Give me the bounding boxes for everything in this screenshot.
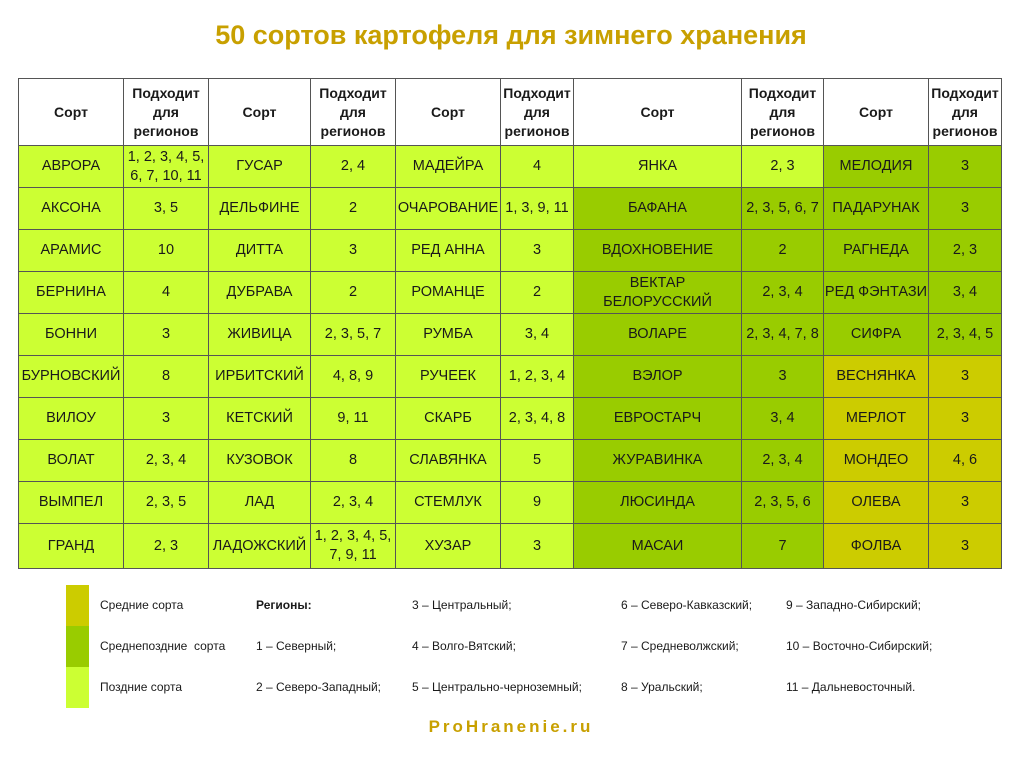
regions-cell: 3 [501, 524, 574, 569]
regions-cell: 1, 2, 3, 4, 5, 7, 9, 11 [311, 524, 396, 569]
regions-cell: 8 [311, 440, 396, 482]
regions-cell: 2 [311, 272, 396, 314]
table-header-row [19, 79, 1002, 146]
variety-name-cell: РОМАНЦЕ [396, 272, 501, 314]
header-variety: Сорт [396, 79, 501, 146]
regions-cell: 3 [124, 314, 209, 356]
variety-name-cell: СКАРБ [396, 398, 501, 440]
regions-cell: 10 [124, 230, 209, 272]
table-row [19, 146, 1002, 188]
region-item: 3 – Центральный; [412, 598, 512, 612]
regions-cell: 4 [501, 146, 574, 188]
regions-cell: 2, 3, 4, 5 [929, 314, 1002, 356]
regions-cell: 5 [501, 440, 574, 482]
variety-name-cell: ДЕЛЬФИНЕ [209, 188, 311, 230]
variety-name-cell: ЛАД [209, 482, 311, 524]
variety-name-cell: СТЕМЛУК [396, 482, 501, 524]
region-item: 4 – Волго-Вятский; [412, 639, 516, 653]
variety-name-cell: ЛАДОЖСКИЙ [209, 524, 311, 569]
regions-cell: 2, 4 [311, 146, 396, 188]
table-row [19, 188, 1002, 230]
regions-cell: 3 [311, 230, 396, 272]
regions-cell: 3 [124, 398, 209, 440]
regions-cell: 2, 3, 4, 7, 8 [742, 314, 824, 356]
variety-name-cell: ВДОХНОВЕНИЕ [574, 230, 742, 272]
region-item: 10 – Восточно-Сибирский; [786, 639, 933, 653]
table-row [19, 272, 1002, 314]
varieties-table [18, 78, 1002, 569]
variety-name-cell: СИФРА [824, 314, 929, 356]
regions-cell: 3, 4 [742, 398, 824, 440]
header-regions: Подходит для регионов [124, 79, 209, 146]
region-item: 7 – Средневолжский; [621, 639, 739, 653]
table-row [19, 440, 1002, 482]
regions-cell: 4, 6 [929, 440, 1002, 482]
regions-cell: 3 [929, 524, 1002, 569]
variety-name-cell: РУМБА [396, 314, 501, 356]
regions-cell: 3 [929, 398, 1002, 440]
table-row [19, 398, 1002, 440]
regions-cell: 3 [929, 146, 1002, 188]
regions-cell: 2, 3, 4 [742, 440, 824, 482]
variety-name-cell: ВОЛАРЕ [574, 314, 742, 356]
header-regions: Подходит для регионов [311, 79, 396, 146]
regions-cell: 3 [742, 356, 824, 398]
region-item: 5 – Центрально-черноземный; [412, 680, 582, 694]
regions-cell: 9 [501, 482, 574, 524]
variety-name-cell: БАФАНА [574, 188, 742, 230]
variety-name-cell: БОННИ [19, 314, 124, 356]
regions-cell: 2, 3 [742, 146, 824, 188]
regions-cell: 2, 3, 5, 6, 7 [742, 188, 824, 230]
legend-swatch-mid [66, 585, 89, 626]
regions-cell: 2 [311, 188, 396, 230]
variety-name-cell: МАСАИ [574, 524, 742, 569]
variety-name-cell: РАГНЕДА [824, 230, 929, 272]
regions-cell: 2, 3, 4, 8 [501, 398, 574, 440]
regions-cell: 2, 3 [929, 230, 1002, 272]
header-regions: Подходит для регионов [742, 79, 824, 146]
variety-name-cell: ЯНКА [574, 146, 742, 188]
regions-cell: 1, 2, 3, 4 [501, 356, 574, 398]
variety-name-cell: ВЕКТАР БЕЛОРУССКИЙ [574, 272, 742, 314]
variety-name-cell: ОЧАРОВАНИЕ [396, 188, 501, 230]
regions-cell: 3, 5 [124, 188, 209, 230]
variety-name-cell: ВЕСНЯНКА [824, 356, 929, 398]
variety-name-cell: ХУЗАР [396, 524, 501, 569]
regions-cell: 4 [124, 272, 209, 314]
variety-name-cell: МОНДЕО [824, 440, 929, 482]
table-row [19, 314, 1002, 356]
table-row [19, 230, 1002, 272]
variety-name-cell: ФОЛВА [824, 524, 929, 569]
header-variety: Сорт [19, 79, 124, 146]
variety-name-cell: АРАМИС [19, 230, 124, 272]
header-variety: Сорт [574, 79, 742, 146]
variety-name-cell: ДИТТА [209, 230, 311, 272]
region-item: 11 – Дальневосточный. [786, 680, 916, 694]
variety-name-cell: ДУБРАВА [209, 272, 311, 314]
variety-name-cell: МАДЕЙРА [396, 146, 501, 188]
region-item: 2 – Северо-Западный; [256, 680, 381, 694]
regions-cell: 3 [929, 482, 1002, 524]
regions-cell: 2, 3, 4 [311, 482, 396, 524]
variety-name-cell: МЕЛОДИЯ [824, 146, 929, 188]
regions-cell: 3 [929, 356, 1002, 398]
regions-cell: 9, 11 [311, 398, 396, 440]
variety-name-cell: РЕД ФЭНТАЗИ [824, 272, 929, 314]
legend-swatch-midlate [66, 626, 89, 667]
variety-name-cell: СЛАВЯНКА [396, 440, 501, 482]
regions-cell: 3 [501, 230, 574, 272]
header-regions: Подходит для регионов [501, 79, 574, 146]
regions-cell: 2, 3, 5, 6 [742, 482, 824, 524]
variety-name-cell: БУРНОВСКИЙ [19, 356, 124, 398]
variety-name-cell: ГРАНД [19, 524, 124, 569]
table-row [19, 482, 1002, 524]
variety-name-cell: МЕРЛОТ [824, 398, 929, 440]
regions-cell: 2, 3, 5, 7 [311, 314, 396, 356]
site-footer: ProHranenie.ru [428, 717, 594, 736]
legend-label-mid: Средние сорта [100, 598, 184, 612]
variety-name-cell: ГУСАР [209, 146, 311, 188]
page-title: 50 сортов картофеля для зимнего хранения [215, 20, 807, 50]
region-item: 8 – Уральский; [621, 680, 703, 694]
variety-name-cell: ВОЛАТ [19, 440, 124, 482]
variety-name-cell: КУЗОВОК [209, 440, 311, 482]
regions-cell: 1, 3, 9, 11 [501, 188, 574, 230]
variety-name-cell: ЛЮСИНДА [574, 482, 742, 524]
regions-cell: 1, 2, 3, 4, 5, 6, 7, 10, 11 [124, 146, 209, 188]
regions-cell: 3, 4 [501, 314, 574, 356]
variety-name-cell: РЕД АННА [396, 230, 501, 272]
header-regions: Подходит для регионов [929, 79, 1002, 146]
table-row [19, 524, 1002, 569]
variety-name-cell: ОЛЕВА [824, 482, 929, 524]
region-item: 1 – Северный; [256, 639, 337, 653]
variety-name-cell: ИРБИТСКИЙ [209, 356, 311, 398]
variety-name-cell: БЕРНИНА [19, 272, 124, 314]
regions-cell: 2, 3 [124, 524, 209, 569]
regions-cell: 3, 4 [929, 272, 1002, 314]
variety-name-cell: ЕВРОСТАРЧ [574, 398, 742, 440]
region-item: 6 – Северо-Кавказский; [621, 598, 753, 612]
variety-name-cell: АВРОРА [19, 146, 124, 188]
regions-cell: 4, 8, 9 [311, 356, 396, 398]
regions-cell: 8 [124, 356, 209, 398]
regions-title: Регионы: [256, 598, 312, 612]
regions-cell: 2, 3, 4 [124, 440, 209, 482]
region-item: 9 – Западно-Сибирский; [786, 598, 922, 612]
regions-cell: 7 [742, 524, 824, 569]
regions-cell: 2 [501, 272, 574, 314]
table-row [19, 356, 1002, 398]
regions-cell: 2, 3, 5 [124, 482, 209, 524]
variety-name-cell: КЕТСКИЙ [209, 398, 311, 440]
legend-label-late: Поздние сорта [100, 680, 182, 694]
variety-name-cell: ПАДАРУНАК [824, 188, 929, 230]
variety-name-cell: ВИЛОУ [19, 398, 124, 440]
legend-label-midlate: Среднепоздние сорта [100, 639, 226, 653]
variety-name-cell: ВЭЛОР [574, 356, 742, 398]
regions-cell: 2 [742, 230, 824, 272]
variety-name-cell: АКСОНА [19, 188, 124, 230]
header-variety: Сорт [824, 79, 929, 146]
header-variety: Сорт [209, 79, 311, 146]
variety-name-cell: РУЧЕЕК [396, 356, 501, 398]
legend-swatch-late [66, 667, 89, 708]
regions-cell: 2, 3, 4 [742, 272, 824, 314]
variety-name-cell: ЖУРАВИНКА [574, 440, 742, 482]
variety-name-cell: ВЫМПЕЛ [19, 482, 124, 524]
regions-cell: 3 [929, 188, 1002, 230]
variety-name-cell: ЖИВИЦА [209, 314, 311, 356]
